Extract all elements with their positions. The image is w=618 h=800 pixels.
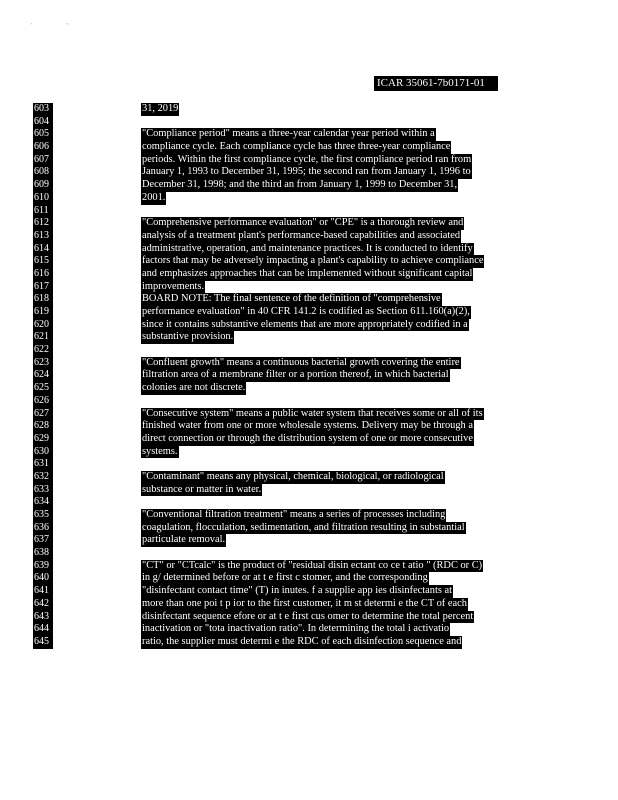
text-line-content: performance evaluation" in 40 CFR 141.2 is codified as Section 611.160(a)(2),	[142, 306, 470, 317]
line-number: 644	[33, 623, 53, 636]
line-number: 645	[33, 636, 53, 649]
line-number: 620	[33, 319, 53, 332]
line-number: 628	[33, 420, 53, 433]
text-line-content: systems.	[142, 445, 178, 457]
text-line	[141, 369, 538, 382]
text-line-content: finished water from one or more wholesale systems. Delivery may be through a	[142, 420, 473, 432]
text-line-content: January 1, 1993 to December 31, 1995; the second ran from January 1, 1996 to	[142, 166, 471, 178]
line-number: 624	[33, 369, 53, 382]
text-line	[141, 192, 538, 205]
text-line-content: factors that may be adversely impacting a plant's capability to achieve compliance	[142, 255, 484, 267]
line-number-column	[33, 103, 53, 649]
line-number: 626	[33, 395, 53, 408]
line-number: 611	[33, 205, 53, 218]
text-line	[141, 331, 538, 344]
line-number: 623	[33, 357, 53, 370]
line-number: 619	[33, 306, 53, 319]
text-line-content: "Compliance period" means a three-year calendar year period within a	[142, 128, 435, 140]
text-line	[141, 623, 538, 636]
scan-mark: '	[31, 22, 33, 30]
text-line	[141, 357, 538, 370]
text-line-content: more than one poi t p ior to the first customer, it m st determi e the CT of each	[142, 597, 467, 609]
text-line-content: and emphasizes approaches that can be implemented without significant capital	[142, 267, 473, 279]
text-line-content: substance or matter in water.	[142, 483, 262, 495]
text-line	[141, 154, 538, 167]
text-line	[141, 560, 538, 573]
text-line	[141, 471, 538, 484]
text-line	[141, 420, 538, 433]
line-number: 607	[33, 154, 53, 167]
text-line	[141, 509, 538, 522]
text-line	[141, 484, 538, 497]
text-line	[141, 268, 538, 281]
line-number: 612	[33, 217, 53, 230]
line-number: 634	[33, 496, 53, 509]
line-number: 615	[33, 255, 53, 268]
line-number: 642	[33, 598, 53, 611]
text-line	[141, 611, 538, 624]
text-line	[141, 585, 538, 598]
text-line-content: direct connection or through the distribution system of one or more consecutive	[142, 432, 473, 444]
text-line	[141, 179, 538, 192]
text-line	[141, 446, 538, 459]
text-line	[141, 382, 538, 395]
line-number: 635	[33, 509, 53, 522]
text-line	[141, 572, 538, 585]
line-number: 641	[33, 585, 53, 598]
text-line-content: "Comprehensive performance evaluation" or "CPE" is a thorough review and	[142, 217, 464, 229]
text-line-content: filtration area of a membrane filter or a portion thereof, in which bacterial	[142, 369, 449, 381]
text-line	[141, 255, 538, 268]
text-line	[141, 230, 538, 243]
text-line-content: "CT" or "CTcalc" is the product of "residual disin ectant co ce t atio " (RDC or C)	[142, 559, 483, 571]
text-line-content: "Conventional filtration treatment" means a series of processes including	[142, 509, 446, 520]
text-line-content: "Consecutive system" means a public water system that receives some or all of its	[142, 407, 483, 419]
text-line	[141, 116, 538, 129]
line-number: 629	[33, 433, 53, 446]
text-line	[141, 293, 538, 306]
text-line	[141, 408, 538, 421]
line-number: 616	[33, 268, 53, 281]
line-number: 618	[33, 293, 53, 306]
text-line	[141, 534, 538, 547]
line-number: 603	[33, 103, 53, 116]
line-number: 622	[33, 344, 53, 357]
line-number: 631	[33, 458, 53, 471]
line-number: 606	[33, 141, 53, 154]
line-number: 610	[33, 192, 53, 205]
line-number: 621	[33, 331, 53, 344]
line-number: 608	[33, 166, 53, 179]
text-line	[141, 598, 538, 611]
line-number: 632	[33, 471, 53, 484]
line-number: 638	[33, 547, 53, 560]
text-line-content: 2001.	[142, 191, 166, 203]
line-number: 633	[33, 484, 53, 497]
line-number: 640	[33, 572, 53, 585]
text-line-content: colonies are not discrete.	[142, 382, 246, 394]
line-number: 613	[33, 230, 53, 243]
text-line-content: periods. Within the first compliance cycle, the first compliance period ran from	[142, 153, 472, 165]
line-number: 637	[33, 534, 53, 547]
line-number: 630	[33, 446, 53, 459]
line-number: 643	[33, 611, 53, 624]
text-line	[141, 205, 538, 218]
line-number: 605	[33, 128, 53, 141]
line-number: 614	[33, 243, 53, 256]
line-number: 617	[33, 281, 53, 294]
text-line-content: inactivation or "tota inactivation ratio". In determining the total i activatio	[142, 623, 450, 635]
document-body	[141, 103, 538, 649]
text-line	[141, 636, 538, 649]
text-line	[141, 217, 538, 230]
text-line	[141, 395, 538, 408]
line-number: 627	[33, 408, 53, 421]
text-line-content: since it contains substantive elements that are more appropriately codified in a	[142, 318, 468, 330]
text-line-content: BOARD NOTE: The final sentence of the definition of "comprehensive	[142, 293, 441, 305]
text-line	[141, 103, 538, 116]
text-line-content: substantive provision.	[142, 331, 234, 343]
text-line	[141, 522, 538, 535]
text-line	[141, 243, 538, 256]
text-line	[141, 547, 538, 560]
text-line	[141, 496, 538, 509]
text-line-content: administrative, operation, and maintenance practices. It is conducted to identify	[142, 242, 473, 254]
text-line-content: particulate removal.	[142, 534, 226, 546]
text-line	[141, 141, 538, 154]
scan-mark: "	[66, 22, 69, 30]
text-line-content: improvements.	[142, 280, 205, 292]
text-line	[141, 319, 538, 332]
text-line-content: compliance cycle. Each compliance cycle has three three-year compliance	[142, 141, 451, 153]
text-line	[141, 128, 538, 141]
text-line	[141, 166, 538, 179]
line-number: 636	[33, 522, 53, 535]
text-line	[141, 306, 538, 319]
text-line-content: 31, 2019	[142, 103, 179, 114]
text-line-content: ratio, the supplier must determi e the RDC of each disinfection sequence and	[142, 635, 462, 647]
text-line	[141, 458, 538, 471]
text-line	[141, 344, 538, 357]
text-line	[141, 281, 538, 294]
document-header-ref: ICAR 35061-7b0171-01	[374, 76, 498, 91]
text-line-content: "disinfectant contact time" (T) in inutes. f a supplie app ies disinfectants at	[142, 585, 453, 597]
line-number: 639	[33, 560, 53, 573]
line-number: 625	[33, 382, 53, 395]
text-line-content: disinfectant sequence efore or at t e first cus omer to determine the total percent	[142, 610, 474, 622]
text-line-content: coagulation, flocculation, sedimentation, and filtration resulting in substantial	[142, 521, 465, 533]
text-line-content: in g/ determined before or at t e first c stomer, and the corresponding	[142, 572, 428, 584]
text-line-content: "Contaminant" means any physical, chemical, biological, or radiological	[142, 470, 444, 482]
text-line-content: analysis of a treatment plant's performance-based capabilities and associated	[142, 229, 461, 241]
line-number: 604	[33, 116, 53, 129]
text-line-content: "Confluent growth" means a continuous bacterial growth covering the entire	[142, 356, 460, 368]
text-line-content: December 31, 1998; and the third an from January 1, 1999 to December 31,	[142, 179, 458, 191]
text-line	[141, 433, 538, 446]
line-number: 609	[33, 179, 53, 192]
